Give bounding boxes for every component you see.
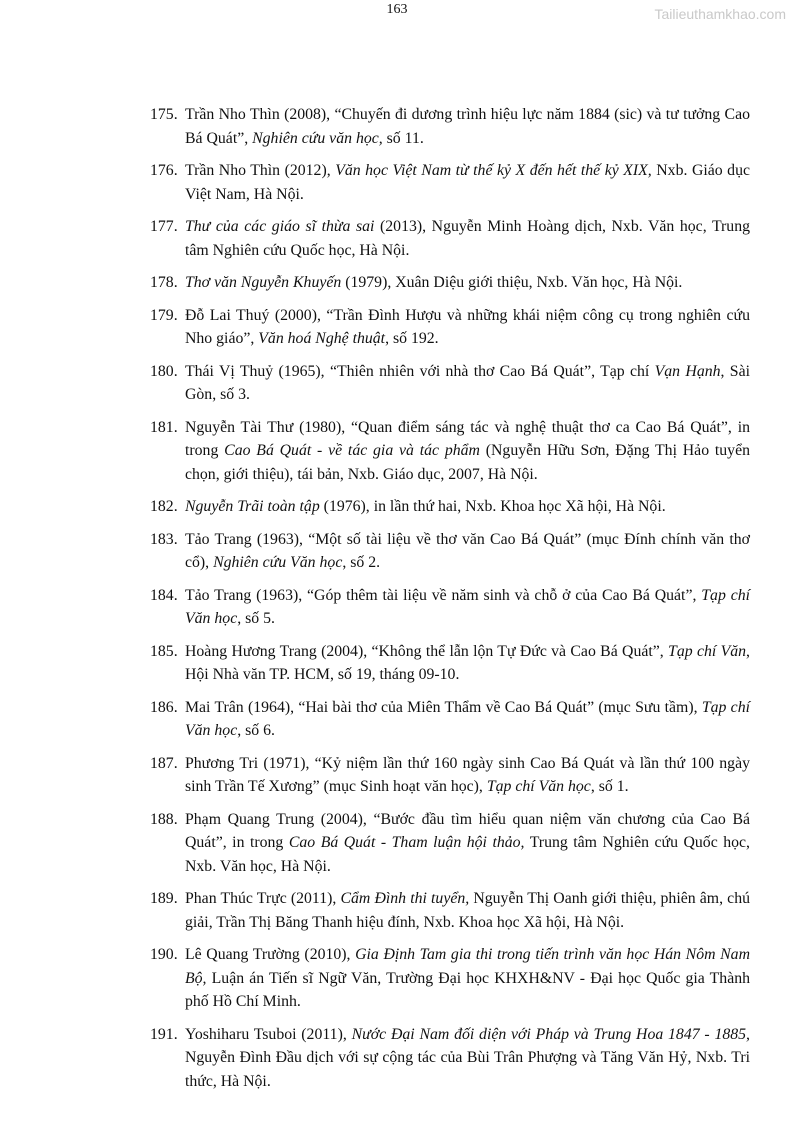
reference-entry <box>150 528 750 575</box>
reference-text: , số 5. <box>237 610 275 627</box>
reference-entry <box>150 215 750 262</box>
reference-title-italic: Thư của các giáo sĩ thừa sai <box>185 218 375 235</box>
reference-title-italic: Tạp chí Văn học <box>185 698 750 739</box>
reference-title-italic: Tạp chí Văn học <box>486 778 591 795</box>
reference-title-italic: Nguyễn Trãi toàn tập <box>185 498 320 515</box>
reference-text: , số 6. <box>237 722 275 739</box>
reference-title-italic: Văn hoá Nghệ thuật <box>258 330 386 347</box>
reference-text: Nguyễn Đình Đầu dịch với sự cộng tác của Bùi Trân Phượng và Tăng Văn Hỷ, Nxb. Tri thức, Hà Nội. <box>185 1049 750 1090</box>
reference-entry <box>150 640 750 687</box>
reference-number: 183. <box>150 530 178 548</box>
reference-text: Trần Nho Thìn (2008), “Chuyến đi dương trình hiệu lực năm 1884 (sic) và tư tưởng Cao Bá Quát”, <box>185 106 750 147</box>
reference-text: Phan Thúc Trực (2011), <box>185 890 341 907</box>
reference-text: Trung tâm Nghiên cứu Quốc học, Nxb. Văn học, Hà Nội. <box>185 834 750 875</box>
reference-number: 184. <box>150 586 178 604</box>
reference-number: 186. <box>150 698 178 716</box>
reference-number: 179. <box>150 306 178 324</box>
reference-title-italic: Nước Đại Nam đối diện với Pháp và Trung Hoa 1847 - 1885, <box>351 1025 751 1043</box>
reference-number: 176. <box>150 162 178 179</box>
reference-text: Đỗ Lai Thuý (2000), “Trần Đình Hượu và những khái niệm công cụ trong nghiên cứu Nho giáo”, <box>185 306 750 347</box>
reference-number: 187. <box>150 754 178 772</box>
reference-number: 185. <box>150 642 178 660</box>
reference-title-italic: Vạn Hạnh <box>654 362 721 380</box>
reference-number: 191. <box>150 1025 178 1043</box>
reference-number: 178. <box>150 274 178 291</box>
reference-entry <box>150 416 750 487</box>
reference-text: Nxb. Giáo dục Việt Nam, Hà Nội. <box>185 162 750 203</box>
reference-title-italic: Thơ văn Nguyễn Khuyến <box>185 274 342 291</box>
reference-number: 181. <box>150 418 178 436</box>
reference-text: Tảo Trang (1963), “Góp thêm tài liệu về năm sinh và chỗ ở của Cao Bá Quát”, <box>185 586 702 604</box>
reference-number: 180. <box>150 362 178 380</box>
reference-text: Mai Trân (1964), “Hai bài thơ của Miên Thẩm về Cao Bá Quát” (mục Sưu tầm), <box>185 698 702 716</box>
reference-title-italic: Gia Định Tam gia thi trong tiến trình văn học Hán Nôm Nam Bộ, <box>185 946 750 987</box>
reference-number: 177. <box>150 218 178 235</box>
reference-text: số 11. <box>382 129 424 147</box>
reference-title-italic: Nghiên cứu Văn học <box>213 554 343 571</box>
reference-text: Yoshiharu Tsuboi (2011), <box>185 1025 352 1043</box>
reference-entry <box>150 271 750 295</box>
reference-entry <box>150 103 750 150</box>
reference-title-italic: Cẩm Đình thi tuyển, <box>340 890 470 907</box>
reference-title-italic: Tạp chí Văn học <box>185 586 750 627</box>
reference-text: Hoàng Hương Trang (2004), “Không thể lẫn lộn Tự Đức và Cao Bá Quát”, <box>185 642 669 660</box>
reference-text: Phương Tri (1971), “Kỷ niệm lần thứ 160 ngày sinh Cao Bá Quát và lần thứ 100 ngày sinh Trần Tế Xương” (mục Sinh hoạt văn học), <box>185 754 750 795</box>
reference-entry <box>150 943 750 1014</box>
reference-entry <box>150 304 750 351</box>
reference-entry <box>150 696 750 743</box>
reference-entry <box>150 887 750 934</box>
reference-text: Phạm Quang Trung (2004), “Bước đầu tìm hiểu quan niệm văn chương của Cao Bá Quát”, in trong <box>185 810 750 851</box>
reference-text: Nguyễn Tài Thư (1980), “Quan điểm sáng tác và nghệ thuật thơ ca Cao Bá Quát”, in trong <box>185 418 750 459</box>
reference-text: Lê Quang Trường (2010), <box>185 946 356 963</box>
reference-entry <box>150 495 750 519</box>
reference-entry <box>150 752 750 799</box>
reference-text: Tảo Trang (1963), “Một số tài liệu về thơ văn Cao Bá Quát” (mục Đính chính văn thơ cổ), <box>185 530 750 571</box>
reference-text: , Sài Gòn, số 3. <box>185 362 750 403</box>
reference-text: Trần Nho Thìn (2012), <box>185 162 336 179</box>
reference-text: , Hội Nhà văn TP. HCM, số 19, tháng 09-10. <box>185 642 750 683</box>
reference-title-italic: Tạp chí Văn <box>668 642 747 660</box>
reference-number: 182. <box>150 498 178 515</box>
reference-entry <box>150 159 750 206</box>
watermark: Tailieuthamkhao.com <box>654 6 786 22</box>
reference-number: 175. <box>150 106 178 123</box>
reference-entry <box>150 1023 750 1094</box>
reference-text: Nguyễn Thị Oanh giới thiệu, phiên âm, chú giải, Trần Thị Băng Thanh hiệu đính, Nxb. Khoa học Xã hội, Hà Nội. <box>185 890 750 931</box>
reference-text: Thái Vị Thuỷ (1965), “Thiên nhiên với nhà thơ Cao Bá Quát”, Tạp chí <box>185 362 655 380</box>
reference-text: (2013), Nguyễn Minh Hoàng dịch, Nxb. Văn học, Trung tâm Nghiên cứu Quốc học, Hà Nội. <box>185 218 750 259</box>
reference-text: (1979), Xuân Diệu giới thiệu, Nxb. Văn học, Hà Nội. <box>341 274 683 291</box>
reference-text: , số 192. <box>385 330 439 347</box>
reference-entry <box>150 360 750 407</box>
reference-text: (Nguyễn Hữu Sơn, Đặng Thị Hảo tuyển chọn, giới thiệu), tái bản, Nxb. Giáo dục, 2007, Hà Nội. <box>185 442 750 483</box>
reference-title-italic: Cao Bá Quát - về tác gia và tác phẩm <box>224 442 480 459</box>
reference-text: Luận án Tiến sĩ Ngữ Văn, Trường Đại học KHXH&NV - Đại học Quốc gia Thành phố Hồ Chí Minh. <box>185 969 750 1010</box>
reference-number: 190. <box>150 946 178 963</box>
reference-text: , số 2. <box>342 554 381 571</box>
reference-text: , số 1. <box>590 778 629 795</box>
reference-title-italic: Cao Bá Quát - Tham luận hội thảo, <box>288 834 525 851</box>
page-number: 163 <box>386 2 408 17</box>
reference-title-italic: Văn học Việt Nam từ thế kỷ X đến hết thế kỷ XIX, <box>335 162 652 179</box>
reference-list <box>150 103 750 1102</box>
reference-number: 189. <box>150 890 178 907</box>
reference-title-italic: Nghiên cứu văn học, <box>252 129 383 147</box>
reference-entry <box>150 584 750 631</box>
reference-entry <box>150 808 750 879</box>
reference-number: 188. <box>150 810 178 828</box>
reference-text: (1976), in lần thứ hai, Nxb. Khoa học Xã hội, Hà Nội. <box>319 498 666 515</box>
